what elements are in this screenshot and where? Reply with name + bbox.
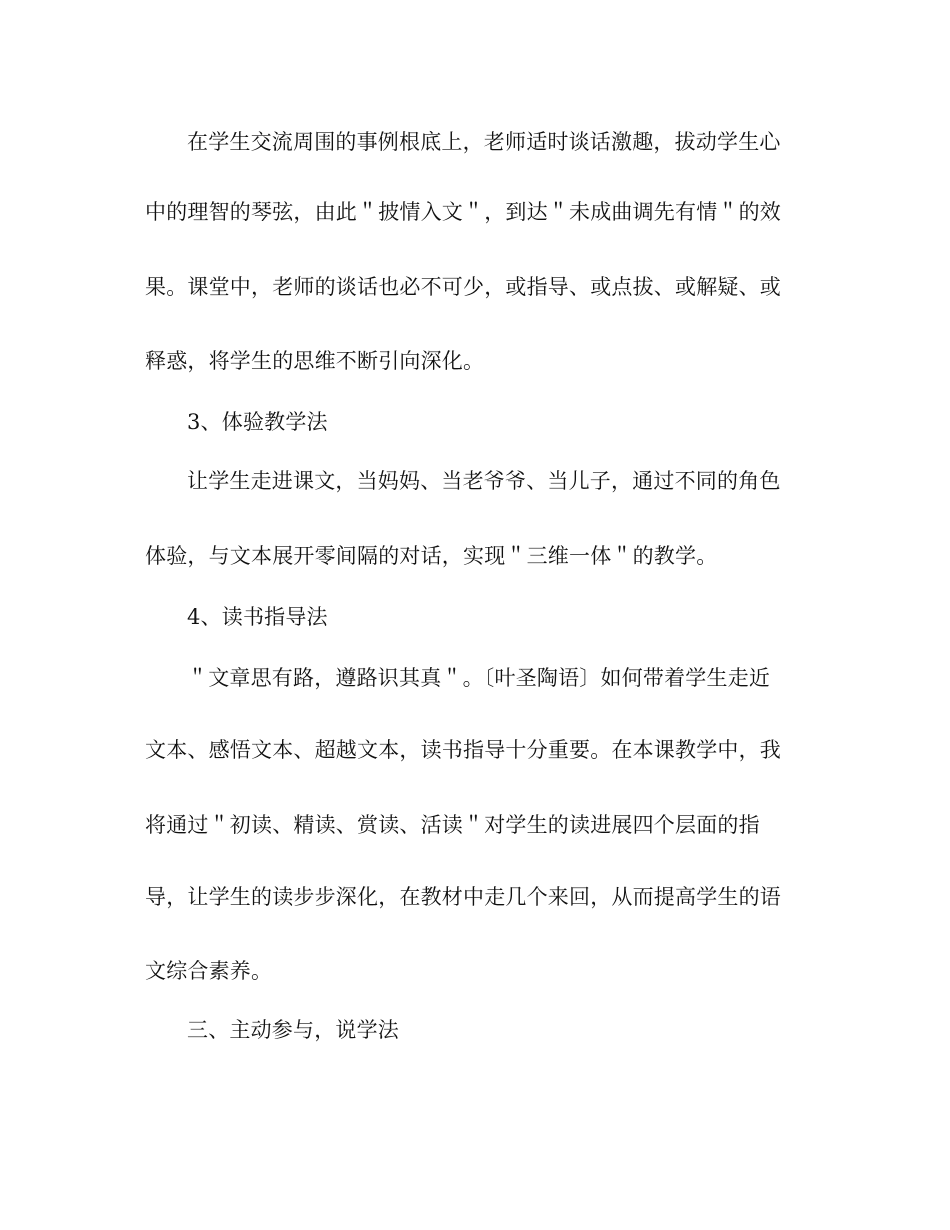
- paragraph-line: ＂文章思有路，遵路识其真＂。〔叶圣陶语〕如何带着学生走近: [187, 666, 771, 690]
- section-heading: 4、读书指导法: [187, 605, 328, 629]
- paragraph-line: 果。课堂中，老师的谈话也必不可少，或指导、或点拔、或解疑、或: [145, 275, 781, 299]
- section-heading: 三、主动参与，说学法: [187, 1018, 399, 1042]
- paragraph-line: 导，让学生的读步步深化，在教材中走几个来回，从而提高学生的语: [145, 885, 781, 909]
- paragraph-line: 让学生走进课文，当妈妈、当老爷爷、当儿子，通过不同的角色: [187, 469, 781, 493]
- paragraph-line: 在学生交流周围的事例根底上，老师适时谈话激趣，拔动学生心: [187, 130, 781, 154]
- paragraph-line: 将通过＂初读、精读、赏读、活读＂对学生的读进展四个层面的指: [145, 813, 760, 837]
- paragraph-line: 释惑，将学生的思维不断引向深化。: [145, 349, 485, 373]
- paragraph-line: 文综合素养。: [145, 959, 273, 983]
- paragraph-line: 文本、感悟文本、超越文本，读书指导十分重要。在本课教学中，我: [145, 738, 781, 762]
- paragraph-line: 中的理智的琴弦，由此＂披情入文＂，到达＂未成曲调先有情＂的效: [145, 200, 781, 224]
- section-heading: 3、体验教学法: [187, 410, 328, 434]
- paragraph-line: 体验，与文本展开零间隔的对话，实现＂三维一体＂的教学。: [145, 544, 718, 568]
